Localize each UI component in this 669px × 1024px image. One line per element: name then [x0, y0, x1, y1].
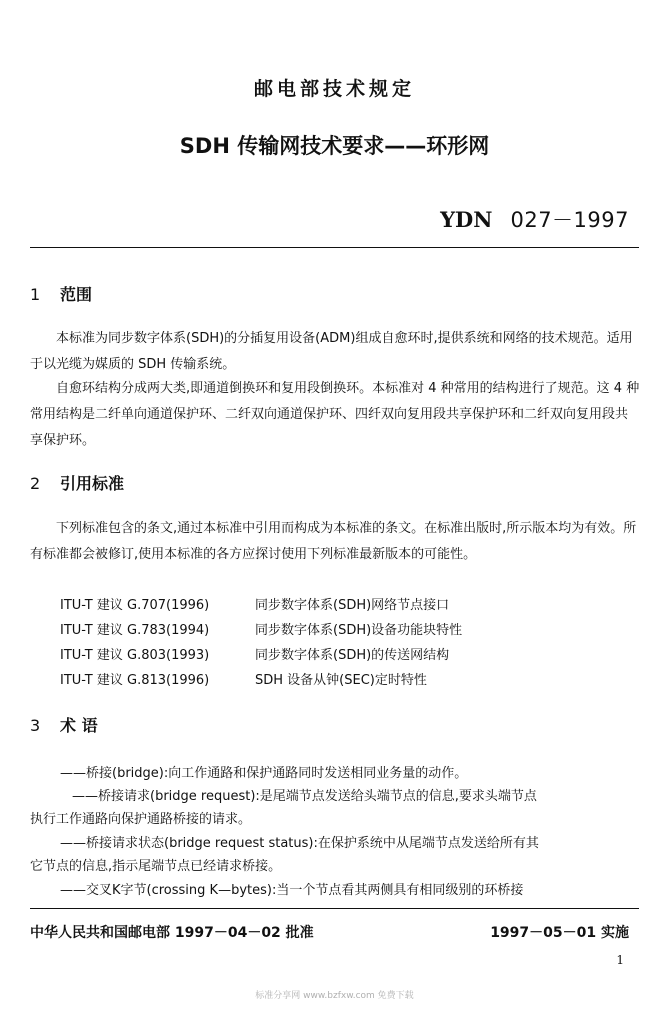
section-3-heading: [30, 713, 98, 736]
term-definition: ——桥接(bridge):向工作通路和保护通路同时发送相同业务量的动作。: [60, 766, 468, 781]
section-2-heading: [30, 471, 124, 494]
page-number: 1: [616, 953, 624, 967]
term-definition-continued: 它节点的信息,指示尾端节点已经请求桥接。: [30, 859, 282, 874]
section-title: 术 语: [60, 716, 98, 735]
reference-title: 同步数字体系(SDH)设备功能块特性: [255, 623, 463, 638]
standard-code: [440, 204, 629, 234]
reference-code: ITU-T 建议 G.803(1993): [60, 648, 210, 663]
reference-item: [60, 669, 427, 688]
term-definition: ——桥接请求状态(bridge request status):在保护系统中从尾端节点发送给所有其: [60, 836, 539, 851]
reference-title: 同步数字体系(SDH)网络节点接口: [255, 598, 450, 613]
reference-code: ITU-T 建议 G.783(1994): [60, 623, 210, 638]
reference-item: [60, 644, 449, 663]
header-divider: [30, 247, 639, 248]
standard-org: YDN: [440, 207, 493, 232]
standard-number: 027－1997: [510, 208, 629, 232]
section-number: 2: [30, 474, 41, 493]
section-title: 范围: [60, 285, 93, 304]
reference-item: [60, 619, 462, 638]
reference-title: 同步数字体系(SDH)的传送网结构: [255, 648, 450, 663]
reference-item: [60, 594, 449, 613]
reference-title: SDH 设备从钟(SEC)定时特性: [255, 673, 427, 688]
implementation-date: 1997－05－01 实施: [490, 925, 629, 941]
reference-code: ITU-T 建议 G.707(1996): [60, 598, 210, 613]
issuing-authority: 邮电部技术规定: [253, 78, 415, 100]
section-number: 3: [30, 716, 41, 735]
term-definition: ——交叉K字节(crossing K—bytes):当一个节点看其两侧具有相同级别的环桥接: [60, 883, 524, 898]
approval-line: 中华人民共和国邮电部 1997－04－02 批准: [30, 925, 314, 941]
section-number: 1: [30, 285, 41, 304]
section-1-heading: [30, 282, 92, 305]
watermark-text: 标准分享网 www.bzfxw.com 免费下载: [255, 991, 414, 1001]
section-title: 引用标准: [60, 474, 125, 493]
document-title: SDH 传输网技术要求——环形网: [179, 134, 490, 158]
term-definition: ——桥接请求(bridge request):是尾端节点发送给头端节点的信息,要求头端节点: [72, 789, 537, 804]
section-1-paragraph-2: 自愈环结构分成两大类,即通道倒换环和复用段倒换环。本标准对 4 种常用的结构进行了规范。这 4 种常用结构是二纤单向通道保护环、二纤双向通道保护环、四纤双向复用段共享保护环和二纤双向复用段共享保护环。: [30, 381, 640, 448]
term-definition-continued: 执行工作通路向保护通路桥接的请求。: [30, 812, 252, 827]
section-2-paragraph: 下列标准包含的条文,通过本标准中引用而构成为本标准的条文。在标准出版时,所示版本均为有效。所有标准都会被修订,使用本标准的各方应探讨使用下列标准最新版本的可能性。: [30, 521, 637, 562]
reference-code: ITU-T 建议 G.813(1996): [60, 673, 210, 688]
footer-divider: [30, 908, 639, 909]
section-1-paragraph-1: 本标准为同步数字体系(SDH)的分插复用设备(ADM)组成自愈环时,提供系统和网络的技术规范。适用于以光缆为媒质的 SDH 传输系统。: [30, 331, 633, 372]
